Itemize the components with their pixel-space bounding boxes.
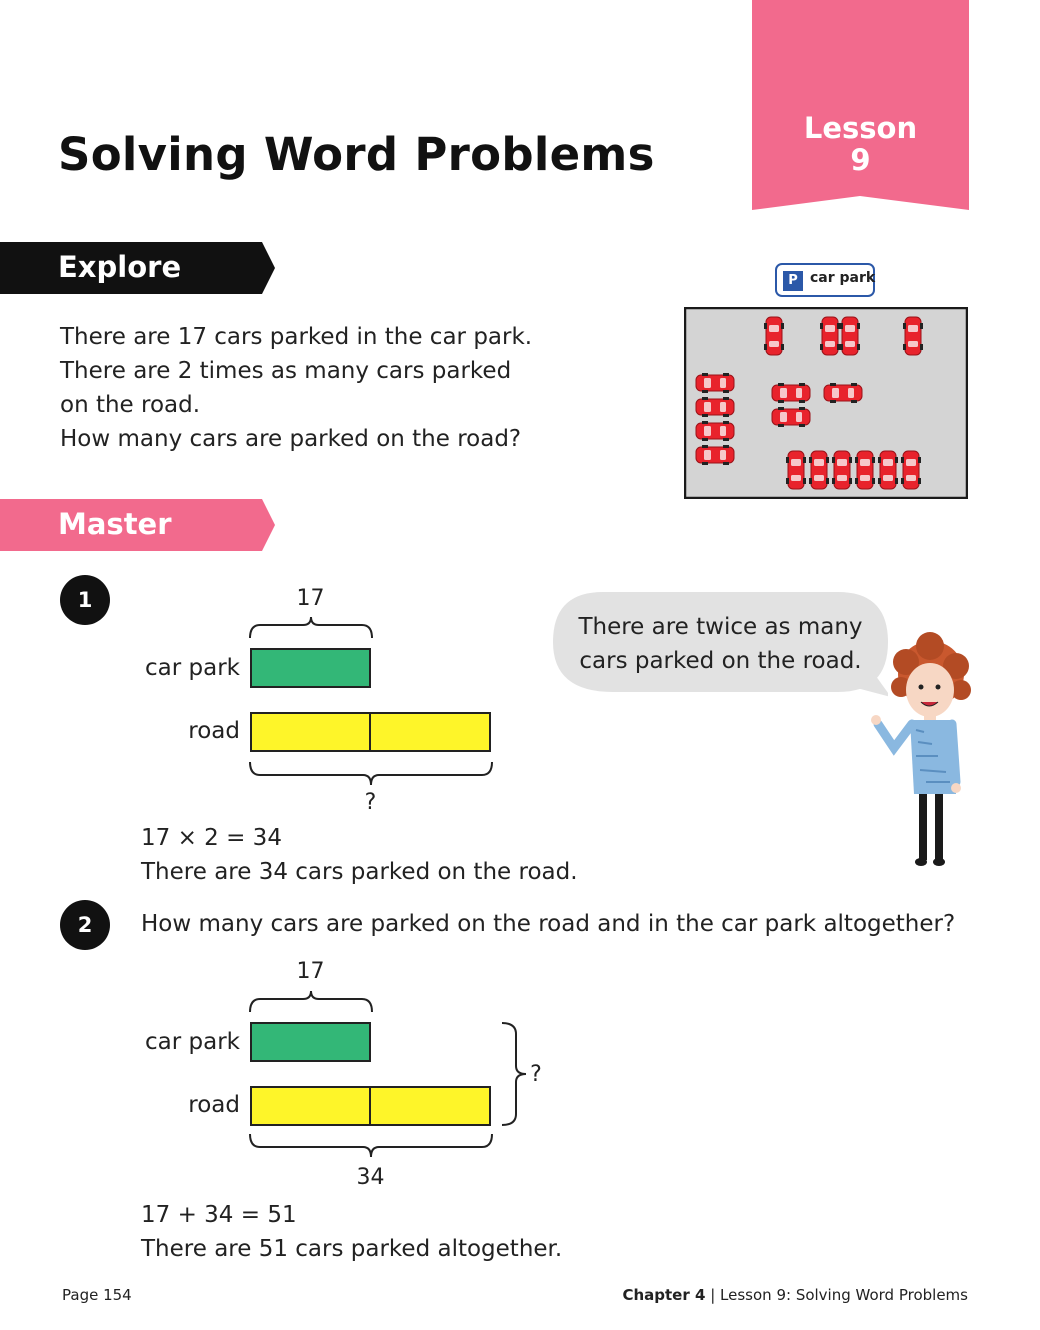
q2-road-bar-part-1 <box>250 1086 371 1126</box>
parking-icon: P <box>783 271 803 291</box>
question-1-number: 1 <box>60 575 110 625</box>
q2-side-brace <box>500 1020 530 1128</box>
q1-road-label: road <box>188 718 240 744</box>
page-number: Page 154 <box>62 1286 132 1304</box>
speech-line: cars parked on the road. <box>579 648 862 674</box>
q1-bottom-value: ? <box>364 790 377 815</box>
lesson-number: 9 <box>850 143 871 177</box>
explore-line: on the road. <box>60 392 201 418</box>
q2-bottom-value: 34 <box>356 1165 385 1190</box>
explore-line: There are 2 times as many cars parked <box>60 358 512 384</box>
footer-separator: | <box>710 1286 716 1304</box>
car-park-illustration <box>684 307 968 499</box>
q2-equation: 17 + 34 = 51 <box>141 1202 297 1228</box>
lesson-word: Lesson <box>803 111 918 145</box>
q2-side-value: ? <box>530 1062 542 1087</box>
q1-road-bar-part-1 <box>250 712 371 752</box>
q1-equation: 17 × 2 = 34 <box>141 825 282 851</box>
footer-reference <box>622 1286 968 1304</box>
question-2-number: 2 <box>60 900 110 950</box>
speech-line: There are twice as many <box>578 614 863 640</box>
footer-lesson: Lesson 9: Solving Word Problems <box>720 1286 968 1304</box>
footer-chapter: Chapter 4 <box>622 1286 706 1304</box>
q2-top-brace <box>248 988 374 1014</box>
q2-answer: There are 51 cars parked altogether. <box>141 1236 563 1262</box>
q1-car-park-bar <box>250 648 371 688</box>
q2-road-label: road <box>188 1092 240 1118</box>
q1-car-park-label: car park <box>145 655 240 681</box>
q2-car-park-label: car park <box>145 1029 240 1055</box>
speech-bubble-text <box>553 610 888 678</box>
q1-bottom-brace <box>248 760 494 788</box>
lesson-badge <box>752 112 969 176</box>
q2-top-value: 17 <box>296 959 325 984</box>
q1-road-bar-part-2 <box>369 712 491 752</box>
explore-line: How many cars are parked on the road? <box>60 426 522 452</box>
lesson-banner <box>752 0 969 210</box>
q1-top-brace <box>248 614 374 640</box>
explore-label: Explore <box>58 250 182 284</box>
q1-answer: There are 34 cars parked on the road. <box>141 859 578 885</box>
q2-road-bar-part-2 <box>369 1086 491 1126</box>
q2-question: How many cars are parked on the road and in the car park altogether? <box>141 911 956 937</box>
q2-car-park-bar <box>250 1022 371 1062</box>
q1-top-value: 17 <box>296 586 325 611</box>
explore-line: There are 17 cars parked in the car park. <box>60 324 533 350</box>
boy-character-illustration <box>866 632 976 870</box>
master-label: Master <box>58 507 172 541</box>
explore-problem <box>60 320 532 456</box>
car-park-sign-label: car park <box>810 270 876 286</box>
page-title: Solving Word Problems <box>58 128 655 181</box>
q2-bottom-brace <box>248 1132 494 1160</box>
